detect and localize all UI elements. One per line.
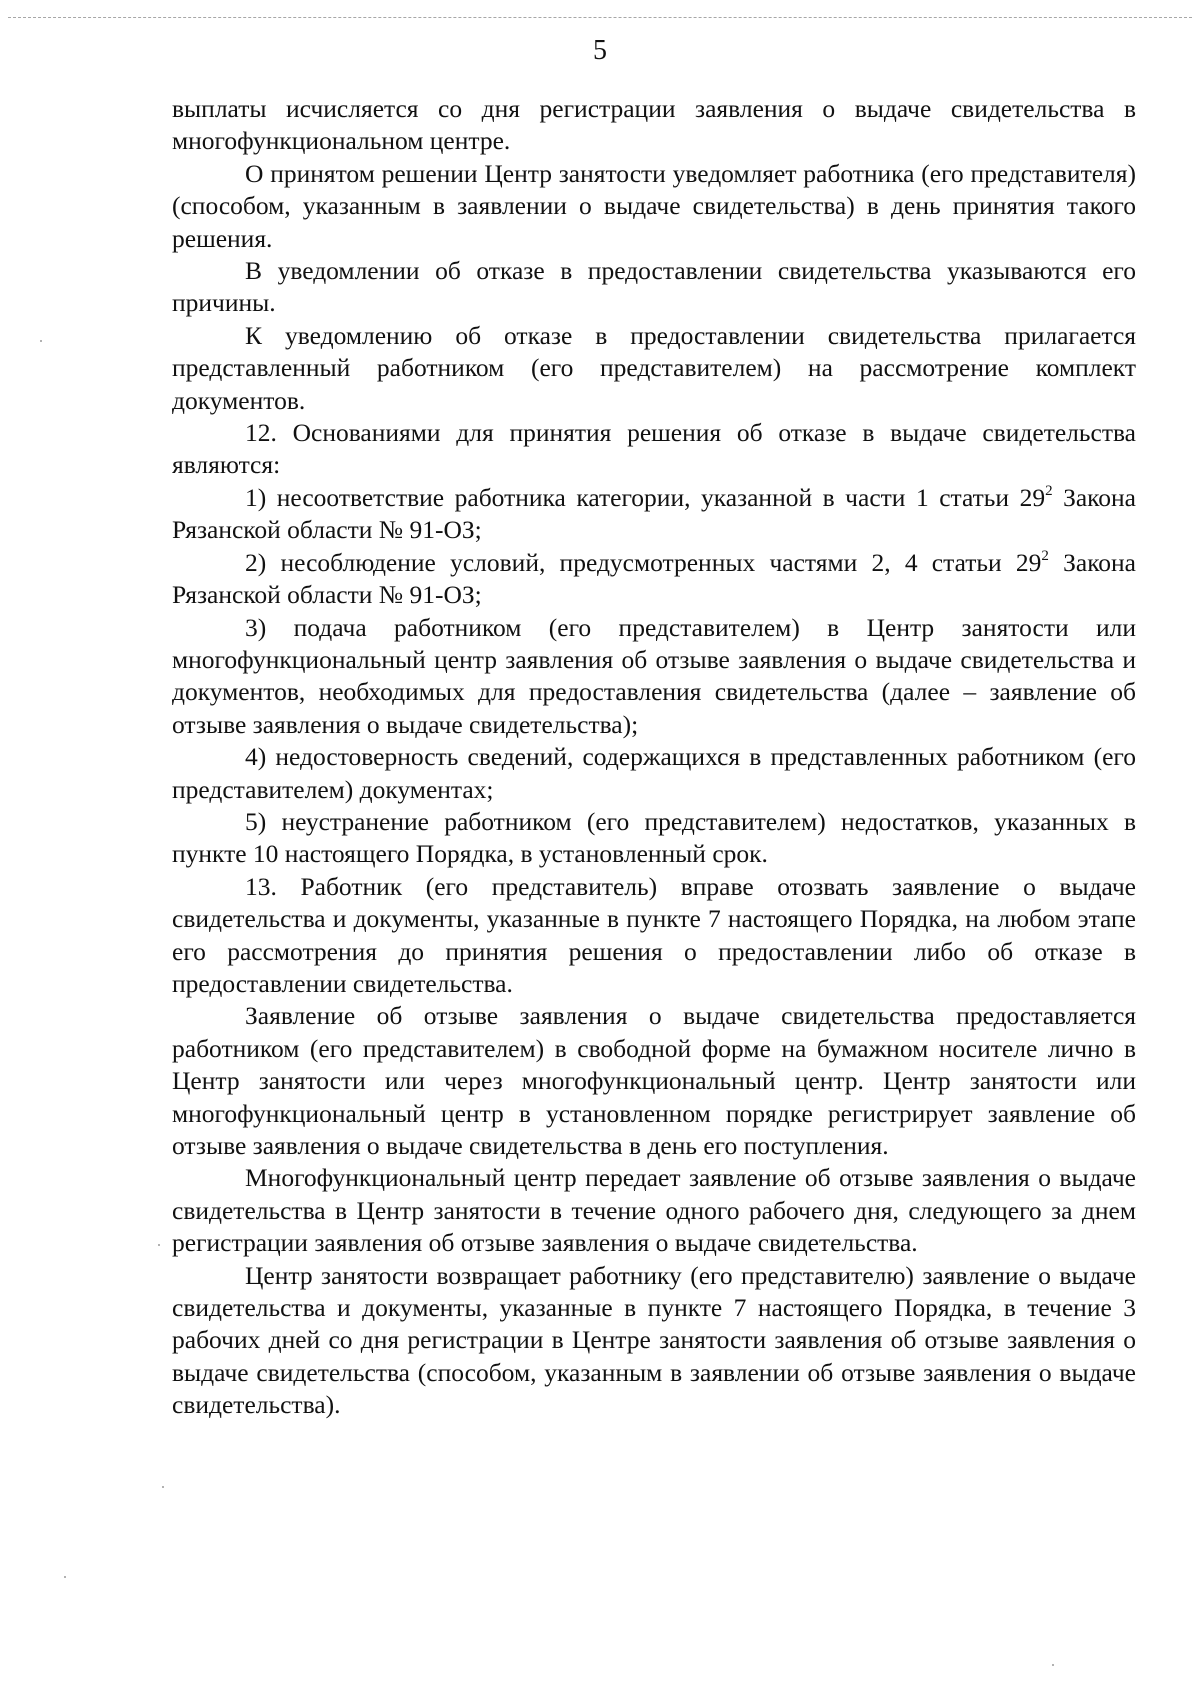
paragraph-item-12: 12. Основаниями для принятия решения об отказе в выдаче свидетельства являются:	[172, 418, 1136, 480]
item-12-1-text: 1) несоответствие работника категории, указанной в части 1 статьи 29	[245, 482, 1046, 512]
paragraph-notification: О принятом решении Центр занятости уведомляет работника (его представителя) (способом, указанным в заявлении о выдаче свидетельства) в день принятия такого решения.	[172, 158, 1136, 253]
paragraph-item-12-1	[172, 482, 1136, 547]
paragraph-item-12-2	[172, 547, 1136, 612]
item-12-1-text-end: Закона Рязанской области № 91-ОЗ;	[172, 482, 1136, 545]
paragraph-item-12-5: 5) неустранение работником (его представителем) недостатков, указанных в пункте 10 настоящего Порядка, в установленный срок.	[172, 806, 1136, 869]
document-body	[172, 93, 1136, 1422]
paragraph-mfc-transfer: Многофункциональный центр передает заявление об отзыве заявления о выдаче свидетельства в Центр занятости в течение одного рабочего дня, следующего за днем регистрации заявления об отзыве заявления о выдаче свидетельства.	[172, 1163, 1136, 1258]
paragraph-refusal-attachment: К уведомлению об отказе в предоставлении свидетельства прилагается представленный работником (его представителем) на рассмотрение комплект документов.	[172, 320, 1136, 415]
paragraph-item-12-4: 4) недостоверность сведений, содержащихся в представленных работником (его представителем) документах;	[172, 742, 1136, 804]
paragraph-item-13: 13. Работник (его представитель) вправе отозвать заявление о выдаче свидетельства и документы, указанные в пункте 7 настоящего Порядка, на любом этапе его рассмотрения до принятия решения о предоставлении либо об отказе в предоставлении свидетельства.	[172, 871, 1136, 998]
scan-speck	[40, 340, 42, 342]
paragraph-withdrawal-application: Заявление об отзыве заявления о выдаче свидетельства предоставляется работником (его представителем) в свободной форме на бумажном носителе лично в Центр занятости или через многофункциональный центр. Центр занятости или многофункциональный центр в установленном порядке регистрирует заявление об отзыве заявления о выдаче свидетельства в день его поступления.	[172, 1001, 1136, 1160]
paragraph-return-documents: Центр занятости возвращает работнику (его представителю) заявление о выдаче свидетельства и документы, указанные в пункте 7 настоящего Порядка, в течение 3 рабочих дней со дня регистрации в Центре занятости заявления об отзыве заявления о выдаче свидетельства (способом, указанным в заявлении об отзыве заявления о выдаче свидетельства).	[172, 1260, 1136, 1420]
scan-speck	[162, 1486, 164, 1488]
paragraph-continuation: выплаты исчисляется со дня регистрации заявления о выдаче свидетельства в многофункциональном центре.	[172, 94, 1136, 156]
item-12-2-text: 2) несоблюдение условий, предусмотренных частями 2, 4 статьи 29	[245, 547, 1042, 577]
item-12-2-superscript: 2	[1041, 547, 1049, 564]
page-number: 5	[593, 35, 607, 66]
paragraph-item-12-3: 3) подача работником (его представителем) в Центр занятости или многофункциональный центр заявления об отзыве заявления о выдаче свидетельства и документов, необходимых для предоставления свидетельства (далее – заявление об отзыве заявления о выдаче свидетельства);	[172, 612, 1136, 739]
scan-top-edge	[8, 17, 1192, 18]
item-12-1-superscript: 2	[1045, 482, 1053, 499]
scan-speck	[64, 1576, 66, 1578]
scan-speck	[158, 1244, 160, 1246]
item-12-2-text-end: Закона Рязанской области № 91-ОЗ;	[172, 547, 1137, 610]
scan-speck	[1052, 1664, 1054, 1666]
paragraph-refusal-reasons: В уведомлении об отказе в предоставлении свидетельства указываются его причины.	[172, 256, 1136, 318]
